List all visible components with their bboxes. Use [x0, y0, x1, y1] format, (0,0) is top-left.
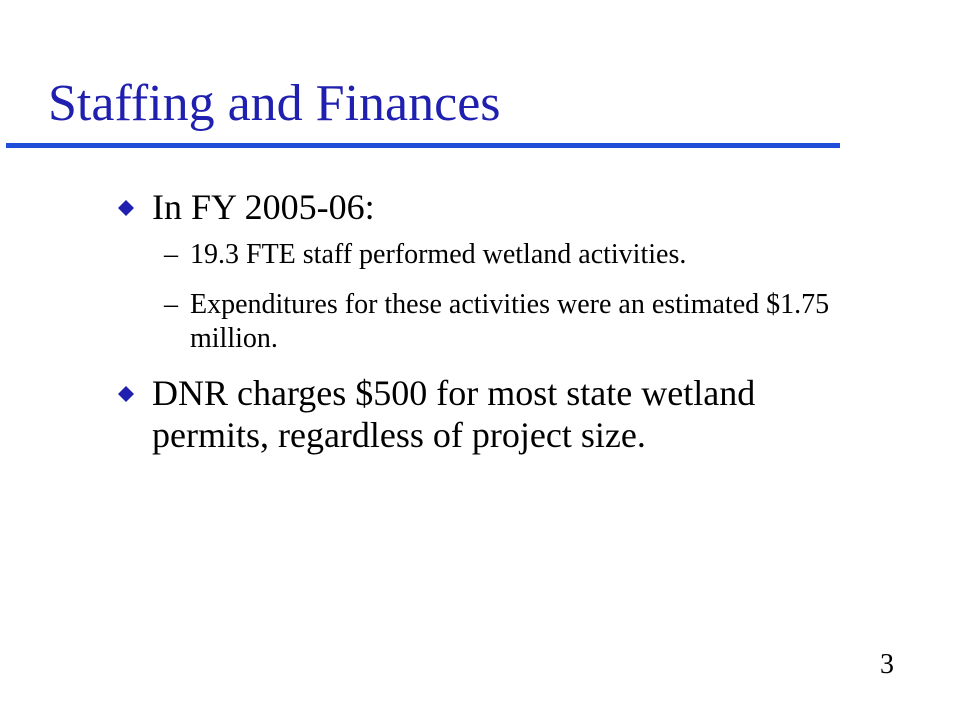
bullet-item — [118, 186, 878, 228]
bullet-text: DNR charges $500 for most state wetland permits, regardless of project size. — [152, 373, 756, 455]
sub-bullet-item — [164, 238, 878, 272]
title-underline — [6, 143, 840, 148]
diamond-bullet-icon — [118, 386, 134, 402]
dash-marker: – — [164, 239, 178, 270]
diamond-bullet-icon — [118, 200, 134, 216]
sub-bullet-list — [164, 238, 878, 356]
bullet-list — [118, 186, 878, 456]
sub-bullet-text: Expenditures for these activities were an estimated $1.75 million. — [190, 289, 830, 354]
slide-title: Staffing and Finances — [48, 75, 501, 132]
bullet-item — [118, 372, 878, 456]
bullet-text: In FY 2005-06: — [152, 187, 375, 227]
sub-bullet-item — [164, 288, 878, 356]
dash-marker: – — [164, 289, 178, 320]
page-number: 3 — [880, 649, 894, 680]
sub-bullet-text: 19.3 FTE staff performed wetland activities. — [190, 239, 687, 270]
